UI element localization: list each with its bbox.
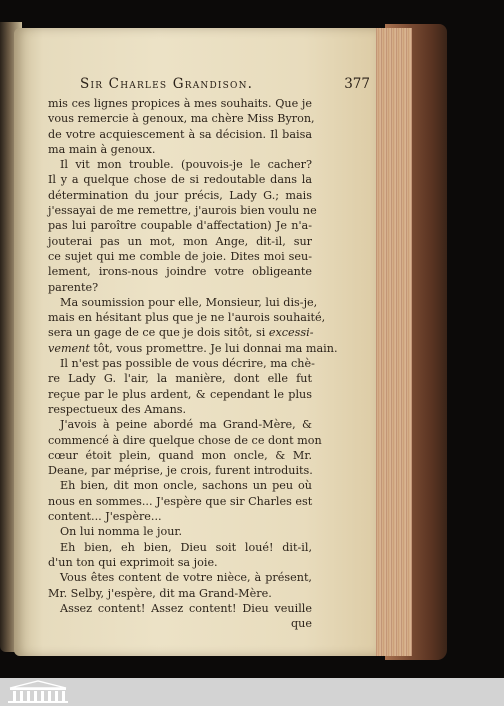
text-line: Eh bien, dit mon oncle, sachons un peu où [60, 479, 312, 493]
text-line: d'un ton qui exprimoit sa joie. [48, 555, 218, 569]
text-line: j'essayai de me remettre, j'aurois bien voulu ne [48, 204, 317, 218]
text-line: de votre acquiescement à sa décision. Il baisa [48, 127, 312, 141]
text-line: mis ces lignes propices à mes souhaits. Que je [48, 97, 312, 110]
text-line: vous remercie à genoux, ma chère Miss Byron, [48, 112, 315, 126]
page-number: 377 [344, 76, 370, 92]
text-line: ce sujet qui me comble de joie. Dites moi seu- [48, 249, 312, 263]
text-line: Assez content! Assez content! Dieu veuille [60, 601, 312, 615]
text-line: jouterai pas un mot, mon Ange, dit-il, sur [48, 234, 312, 248]
text-line: reçue par le plus ardent, & cependant le plus [48, 387, 312, 401]
text-line: que [291, 617, 312, 631]
text-line: mais en hésitant plus que je ne l'aurois souhaité, [48, 311, 326, 325]
running-head: Sir Charles Grandison. [80, 76, 254, 92]
text-line: commencé à dire quelque chose de ce dont mon [48, 433, 322, 447]
text-line: sera un gage de ce que je dois sitôt, si excessi- [48, 326, 314, 340]
footer-bar [0, 678, 504, 706]
library-building-icon [4, 680, 72, 704]
text-line: Il vit mon trouble. (pouvois-je le cacher? [60, 158, 312, 172]
text-line: Ma soumission pour elle, Monsieur, lui dis-je, [60, 295, 318, 309]
page-header [80, 76, 376, 94]
text-line: Il y a quelque chose de si redoutable dans la [48, 173, 312, 187]
text-line: ma main à genoux. [48, 142, 156, 156]
page-stack-edge [372, 28, 412, 656]
text-line: Deane, par méprise, je crois, furent introduits. [48, 464, 313, 478]
text-line: nous en sommes... J'espère que sir Charles est [48, 494, 313, 508]
text-line: re Lady G. l'air, la manière, dont elle fut [48, 372, 312, 386]
text-line: cœur étoit plein, quand mon oncle, & Mr. [48, 448, 312, 462]
text-line: content... J'espère... [48, 510, 162, 524]
text-line: Eh bien, eh bien, Dieu soit loué! dit-il, [60, 540, 312, 554]
text-line: Il n'est pas possible de vous décrire, ma chè- [60, 357, 315, 371]
text-line: pas lui paroître coupable d'affectation) Je n'a- [48, 219, 312, 233]
text-line: lement, irons-nous joindre votre obligeante [48, 265, 312, 279]
text-line: respectueux des Amans. [48, 402, 187, 416]
text-line: détermination du jour précis, Lady G.; mais [48, 188, 312, 202]
text-line: Mr. Selby, j'espère, dit ma Grand-Mère. [48, 586, 272, 600]
text-line: Vous êtes content de votre nièce, à présent, [60, 571, 312, 585]
text-line: parente? [48, 280, 99, 294]
text-line: vement tôt, vous promettre. Je lui donnai ma main. [48, 341, 338, 355]
text-line: On lui nomma le jour. [60, 525, 183, 539]
body-text [48, 96, 338, 631]
text-line: J'avois à peine abordé ma Grand-Mère, & [60, 418, 312, 432]
